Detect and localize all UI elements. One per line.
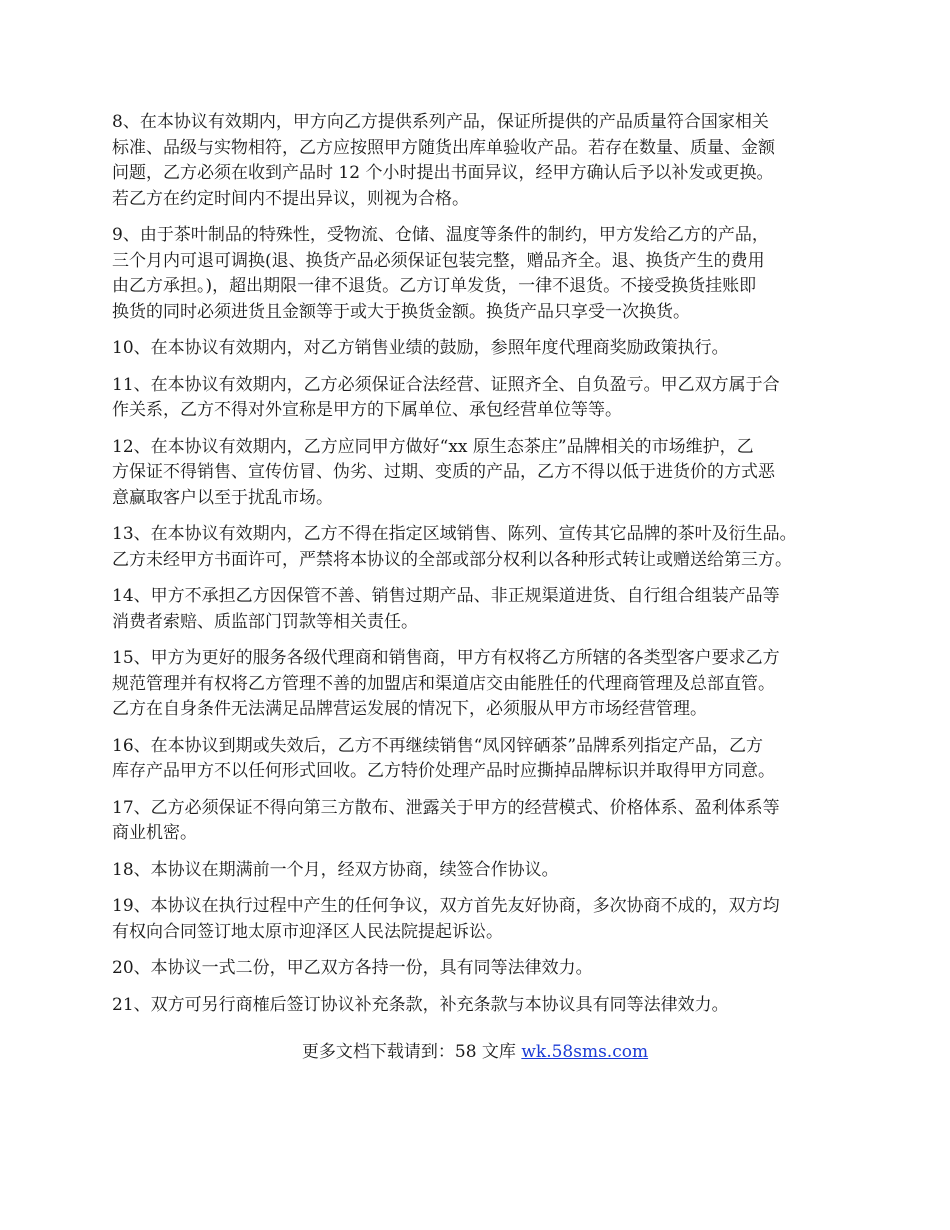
clause-line: 问题，乙方必须在收到产品时 12 个小时提出书面异议，经甲方确认后予以补发或更换。 — [112, 163, 774, 183]
footer-link[interactable]: wk.58sms.com — [521, 1042, 649, 1062]
clause-13 — [112, 522, 852, 573]
clause-line: 14、甲方不承担乙方因保管不善、销售过期产品、非正规渠道进货、自行组合组装产品等 — [112, 586, 780, 606]
clause-16 — [112, 734, 852, 785]
footer-text: 更多文档下载请到：58 文库 — [301, 1042, 522, 1062]
clause-line: 19、本协议在执行过程中产生的任何争议，双方首先友好协商，多次协商不成的，双方均 — [112, 896, 780, 916]
clause-line: 20、本协议一式二份，甲乙双方各持一份，具有同等法律效力。 — [112, 958, 593, 978]
clause-line: 15、甲方为更好的服务各级代理商和销售商，甲方有权将乙方所辖的各类型客户要求乙方 — [112, 648, 780, 668]
clause-line: 换货的同时必须进货且金额等于或大于换货金额。换货产品只享受一次换货。 — [112, 301, 690, 322]
clause-line: 标准、品级与实物相符，乙方应按照甲方随货出库单验收产品。若存在数量、质量、金额 — [112, 137, 775, 158]
clause-line: 乙方未经甲方书面许可，严禁将本协议的全部或部分权利以各种形式转让或赠送给第三方。 — [112, 549, 792, 570]
clause-21 — [112, 993, 852, 1019]
clause-line: 13、在本协议有效期内，乙方不得在指定区域销售、陈列、宣传其它品牌的茶叶及衍生品。 — [112, 524, 797, 544]
document-body — [112, 110, 852, 1029]
clause-line: 由乙方承担。)，超出期限一律不退货。乙方订单发货，一律不退货。不接受换货挂账即 — [112, 276, 757, 296]
clause-line: 作关系，乙方不得对外宣称是甲方的下属单位、承包经营单位等等。 — [112, 400, 622, 420]
clause-line: 16、在本协议到期或失效后，乙方不再继续销售“凤冈锌硒茶”品牌系列指定产品，乙方 — [112, 735, 764, 756]
clause-line: 17、乙方必须保证不得向第三方散布、泄露关于甲方的经营模式、价格体系、盈利体系等 — [112, 797, 780, 818]
clause-line: 消费者索赔、质监部门罚款等相关责任。 — [112, 611, 418, 632]
clause-19 — [112, 894, 852, 945]
clause-line: 乙方在自身条件无法满足品牌营运发展的情况下，必须服从甲方市场经营管理。 — [112, 699, 707, 719]
clause-20 — [112, 956, 852, 982]
clause-line: 21、双方可另行商榷后签订协议补充条款，补充条款与本协议具有同等法律效力。 — [112, 994, 729, 1015]
clause-8 — [112, 110, 852, 212]
clause-line: 商业机密。 — [112, 823, 197, 843]
clause-line: 若乙方在约定时间内不提出异议，则视为合格。 — [112, 188, 469, 209]
clause-line: 规范管理并有权将乙方管理不善的加盟店和渠道店交由能胜任的代理商管理及总部直管。 — [112, 673, 775, 694]
clause-line: 12、在本协议有效期内，乙方应同甲方做好“xx 原生态茶庄”品牌相关的市场维护，乙 — [112, 436, 754, 457]
clause-10 — [112, 336, 852, 362]
clause-line: 11、在本协议有效期内，乙方必须保证合法经营、证照齐全、自负盈亏。甲乙双方属于合 — [112, 374, 780, 395]
clause-15 — [112, 646, 852, 723]
clause-line: 方保证不得销售、宣传仿冒、伪劣、过期、变质的产品，乙方不得以低于进货价的方式恶 — [112, 462, 775, 482]
clause-line: 8、在本协议有效期内，甲方向乙方提供系列产品，保证所提供的产品质量符合国家相关 — [112, 112, 769, 132]
clause-14 — [112, 584, 852, 635]
clause-17 — [112, 796, 852, 847]
footer — [0, 1040, 950, 1064]
clause-9 — [112, 223, 852, 325]
clause-line: 10、在本协议有效期内，对乙方销售业绩的鼓励，参照年度代理商奖励政策执行。 — [112, 338, 729, 358]
clause-line: 18、本协议在期满前一个月，经双方协商，续签合作协议。 — [112, 859, 559, 880]
clause-12 — [112, 435, 852, 512]
clause-line: 三个月内可退可调换(退、换货产品必须保证包装完整，赠品齐全。退、换货产生的费用 — [112, 250, 765, 271]
clause-11 — [112, 373, 852, 424]
clause-line: 意赢取客户以至于扰乱市场。 — [112, 487, 333, 508]
clause-line: 有权向合同签订地太原市迎泽区人民法院提起诉讼。 — [112, 921, 503, 942]
clause-line: 9、由于茶叶制品的特殊性，受物流、仓储、温度等条件的制约，甲方发给乙方的产品， — [112, 225, 769, 245]
clause-18 — [112, 858, 852, 884]
clause-line: 库存产品甲方不以任何形式回收。乙方特价处理产品时应撕掉品牌标识并取得甲方同意。 — [112, 761, 775, 781]
